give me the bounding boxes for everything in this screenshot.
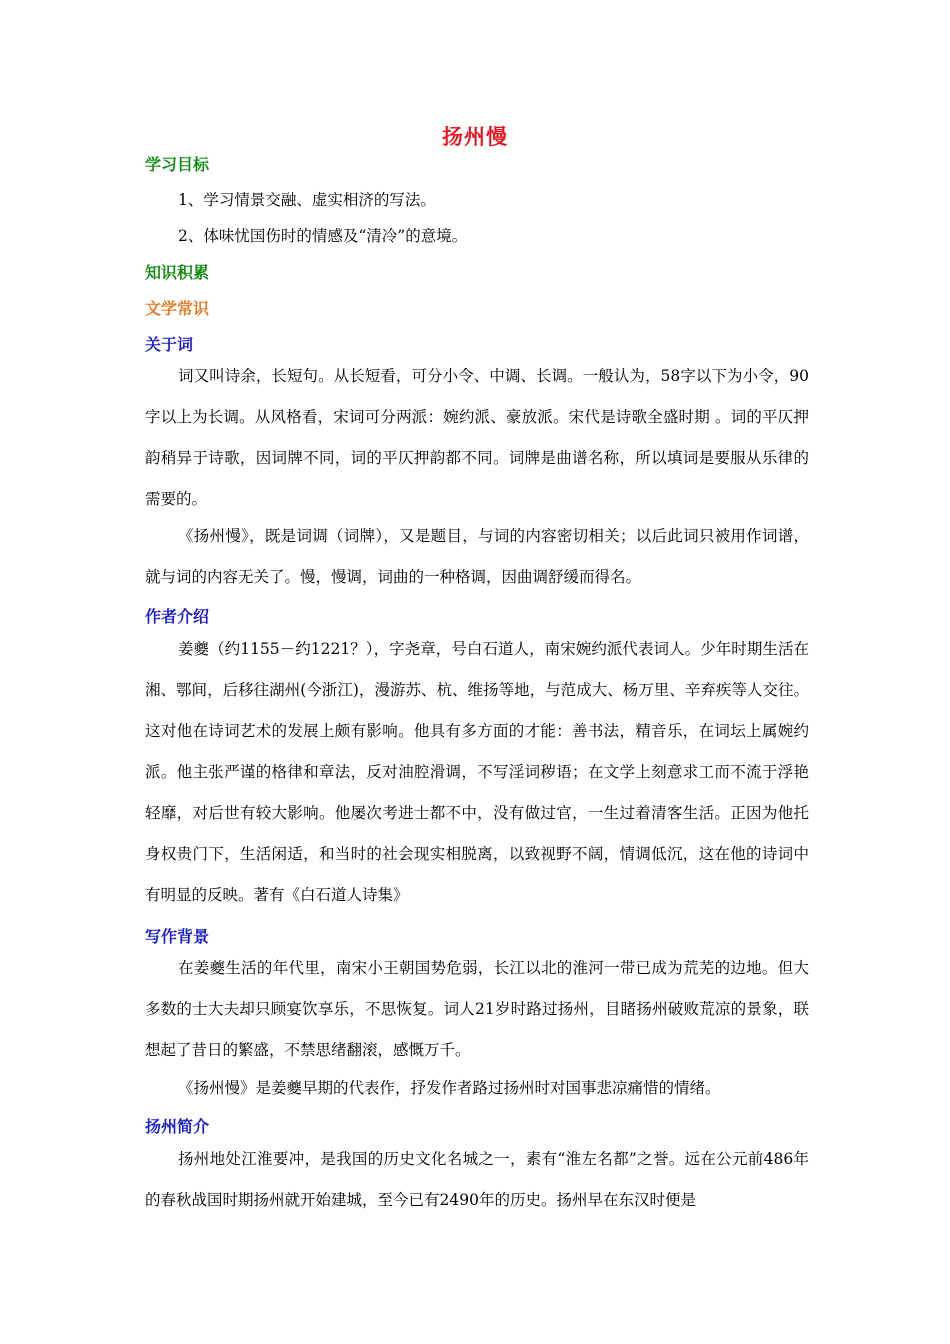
heading-knowledge: 知识积累 [145,263,210,282]
heading-yangzhou: 扬州简介 [145,1117,210,1136]
heading-about-ci: 关于词 [145,335,194,354]
paragraph-about-ci-1: 词又叫诗余，长短句。从长短看，可分小令、中调、长调。一般认为，58字以下为小令，90字以上为长调。从风格看，宋词可分两派：婉约派、豪放派。宋代是诗歌全盛时期 。词的平仄押韵稍异于诗歌，因词牌不同，词的平仄押韵都不同。词牌是曲谱名称，所以填词是要服从乐律的需要的。 [145,367,809,508]
objective-item-1: 1、学习情景交融、虚实相济的写法。 [178,191,436,209]
paragraph-background-1: 在姜夔生活的年代里，南宋小王朝国势危弱，长江以北的淮河一带已成为荒芜的边地。但大多数的士大夫却只顾宴饮享乐，不思恢复。词人21岁时路过扬州，目睹扬州破败荒凉的景象，联想起了昔日的繁盛，不禁思绪翻滚，感慨万千。 [145,959,809,1059]
paragraph-background-2: 《扬州慢》是姜夔早期的代表作，抒发作者路过扬州时对国事悲凉痛惜的情绪。 [178,1079,721,1097]
paragraph-yangzhou: 扬州地处江淮要冲，是我国的历史文化名城之一，素有“淮左名都”之誉。远在公元前486年的春秋战国时期扬州就开始建城，至今已有2490年的历史。扬州早在东汉时便是 [145,1150,809,1209]
heading-objectives: 学习目标 [145,155,210,174]
heading-author: 作者介绍 [145,607,210,626]
heading-background: 写作背景 [145,927,210,946]
page-title: 扬州慢 [442,125,508,149]
paragraph-about-ci-2: 《扬州慢》，既是词调（词牌），又是题目，与词的内容密切相关；以后此词只被用作词谱，就与词的内容无关了。慢，慢调，词曲的一种格调，因曲调舒缓而得名。 [145,527,809,586]
paragraph-author: 姜夔（约1155－约1221？），字尧章，号白石道人，南宋婉约派代表词人。少年时期生活在湘、鄂间，后移往湖州(今浙江)，漫游苏、杭、维扬等地，与范成大、杨万里、辛弃疾等人交往。这对他在诗词艺术的发展上颇有影响。他具有多方面的才能：善书法，精音乐，在词坛上属婉约派。他主张严谨的格律和章法，反对油腔滑调，不写淫词秽语；在文学上刻意求工而不流于浮艳轻靡，对后世有较大影响。他屡次考进士都不中，没有做过官，一生过着清客生活。正因为他托身权贵门下，生活闲适，和当时的社会现实相脱离，以致视野不阔，情调低沉，这在他的诗词中有明显的反映。著有《白石道人诗集》 [145,640,809,904]
objective-item-2: 2、体味忧国伤时的情感及“清冷”的意境。 [178,227,468,245]
heading-literature: 文学常识 [145,299,210,318]
